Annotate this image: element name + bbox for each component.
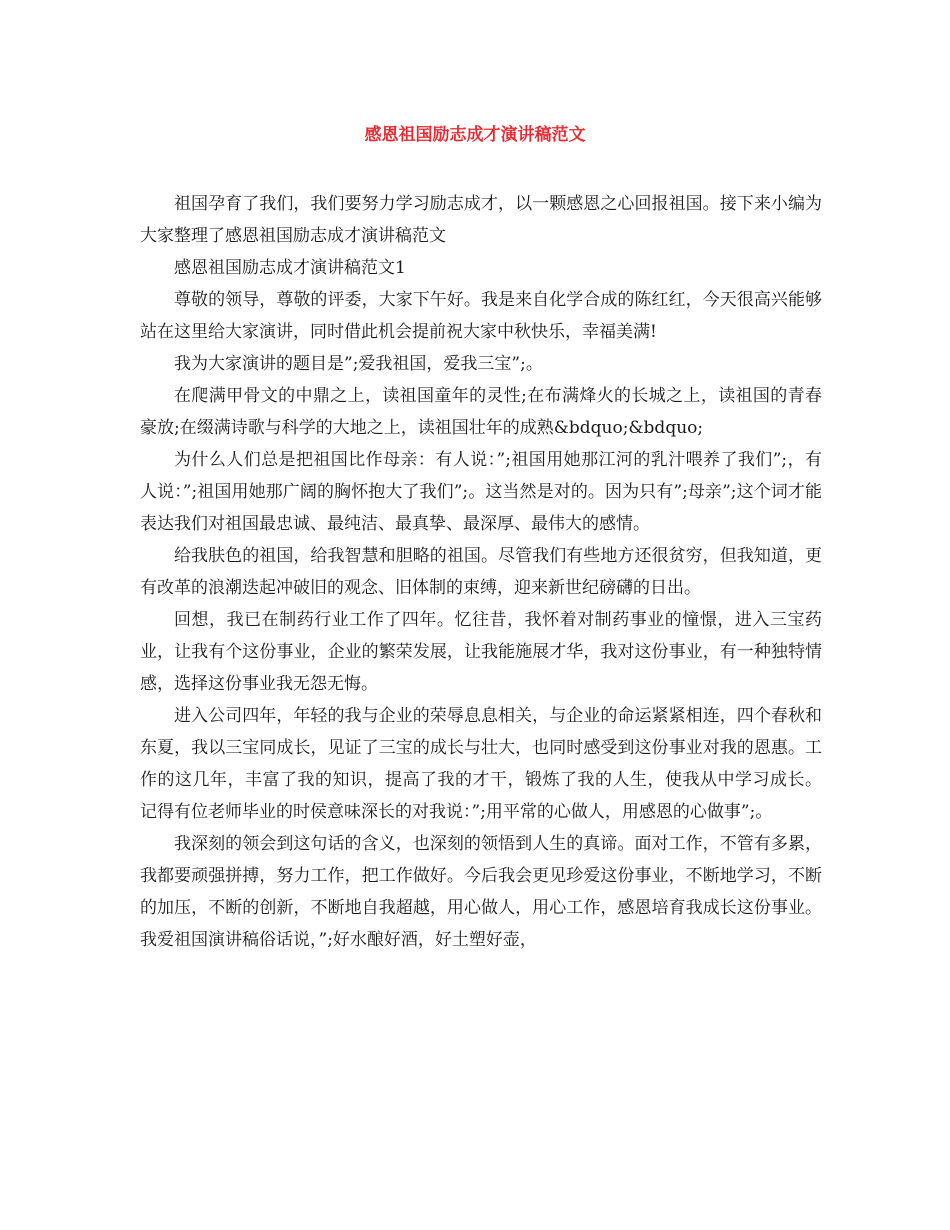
section-heading: 感恩祖国励志成才演讲稿范文1 [174,258,406,278]
paragraph-reform: 给我肤色的祖国，给我智慧和胆略的祖国。尽管我们有些地方还很贫穷，但我知道，更有改革的浪潮迭起冲破旧的观念、旧体制的束缚，迎来新世纪磅礴的日出。 [140,546,822,598]
paragraph-intro: 祖国孕育了我们，我们要努力学习励志成才，以一颗感恩之心回报祖国。接下来小编为大家整理了感恩祖国励志成才演讲稿范文 [140,194,822,246]
paragraph-company: 进入公司四年，年轻的我与企业的荣辱息息相关，与企业的命运紧紧相连，四个春秋和东夏，我以三宝同成长，见证了三宝的成长与壮大，也同时感受到这份事业对我的恩惠。工作的这几年，丰富了我的知识，提高了我的才干，锻炼了我的人生，使我从中学习成长。 记得有位老师毕业的时侯意味深长的对我说：”;用平常的心做人，用感恩的心做事”;。 [140,706,822,822]
paragraph-topic: 我为大家演讲的题目是”;爱我祖国，爱我三宝”;。 [174,354,543,374]
paragraph-mother: 为什么人们总是把祖国比作母亲：有人说：”;祖国用她那江河的乳汁喂养了我们”;，有人说：”;祖国用她那广阔的胸怀抱大了我们”;。这当然是对的。因为只有”;母亲”;这个词才能表达我们对祖国最忠诚、最纯洁、最真挚、最深厚、最伟大的感情。 [140,450,822,534]
document-body [140,188,822,956]
document-title: 感恩祖国励志成才演讲稿范文 [364,125,586,145]
paragraph-career: 回想，我已在制药行业工作了四年。忆往昔，我怀着对制药事业的憧憬，进入三宝药业，让我有个这份事业，企业的繁荣发展，让我能施展才华，我对这份事业，有一种独特情感，选择这份事业我无怨无悔。 [140,610,822,694]
paragraph-history: 在爬满甲骨文的中鼎之上，读祖国童年的灵性;在布满烽火的长城之上，读祖国的青春豪放;在缀满诗歌与科学的大地之上，读祖国壮年的成熟&bdquo;&bdquo; [140,386,822,438]
paragraph-insight: 我深刻的领会到这句话的含义，也深刻的领悟到人生的真谛。面对工作，不管有多累，我都要顽强拼搏，努力工作，把工作做好。今后我会更见珍爱这份事业，不断地学习，不断的加压，不断的创新，不断地自我超越，用心做人，用心工作，感恩培育我成长这份事业。我爱祖国演讲稿俗话说，”;好水酿好酒，好土塑好壶， [140,834,822,950]
paragraph-greeting: 尊敬的领导，尊敬的评委，大家下午好。我是来自化学合成的陈红红，今天很高兴能够站在这里给大家演讲，同时借此机会提前祝大家中秋快乐，幸福美满! [140,290,822,342]
